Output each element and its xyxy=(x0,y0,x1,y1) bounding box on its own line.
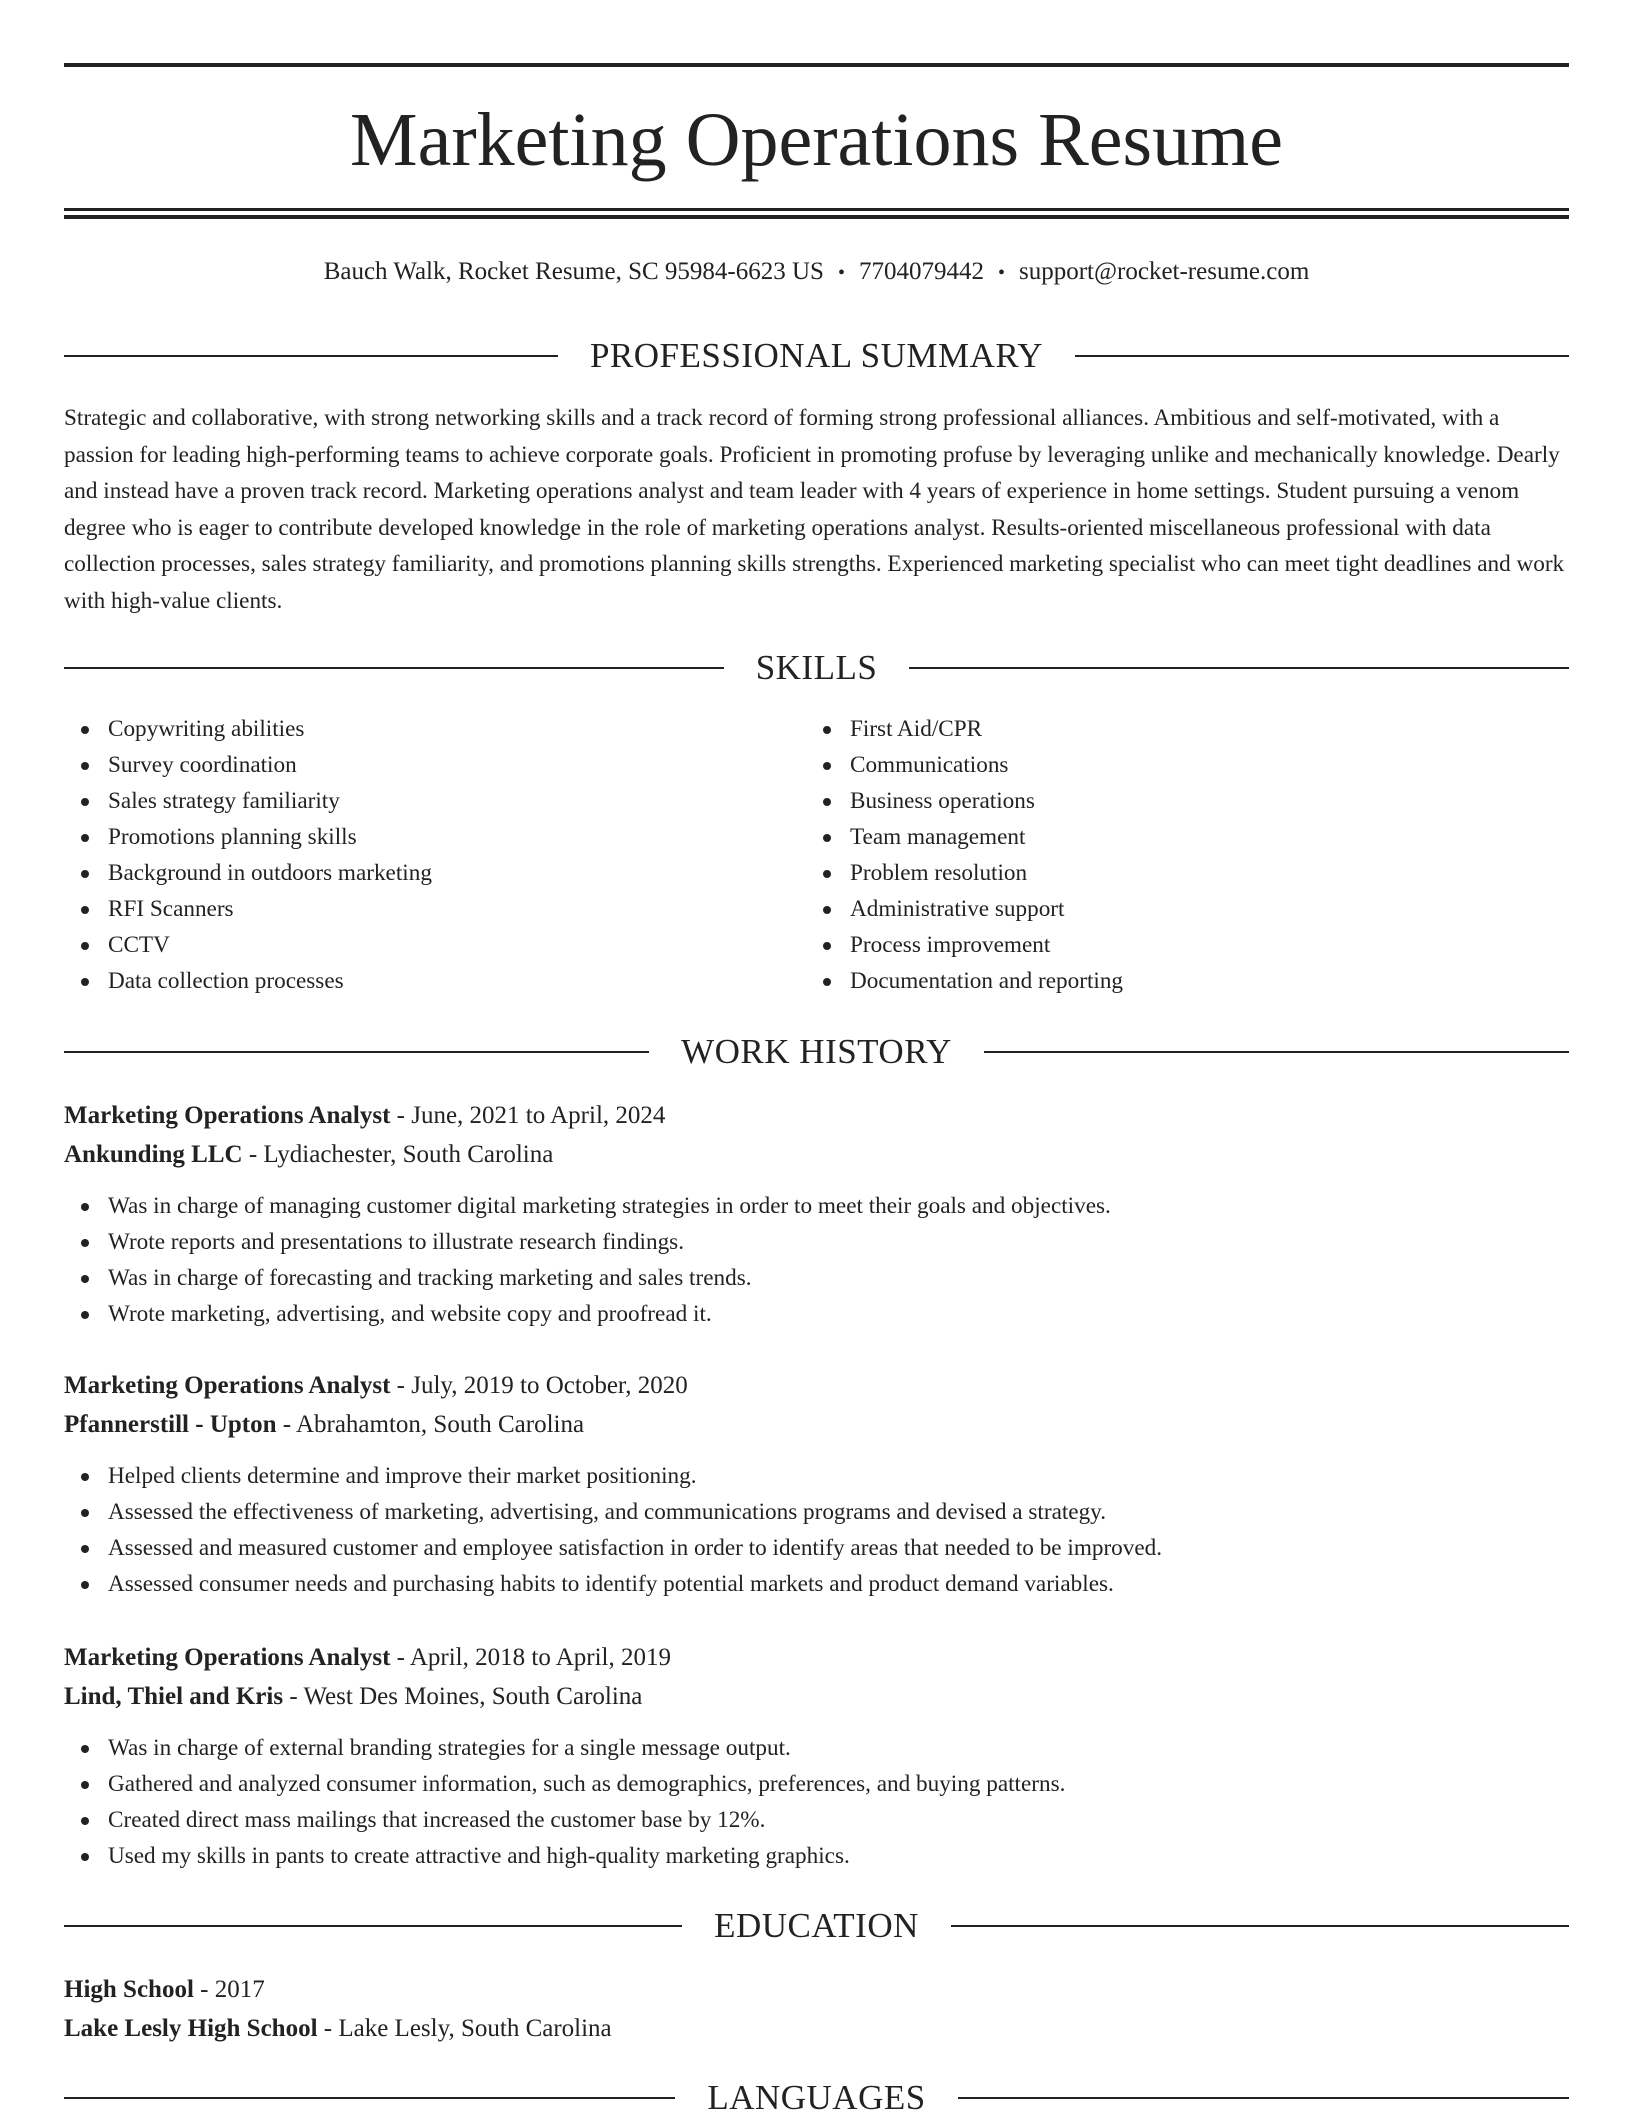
divider xyxy=(1075,355,1569,357)
skill-item: Survey coordination xyxy=(64,747,432,783)
section-title: PROFESSIONAL SUMMARY xyxy=(589,336,1044,375)
education-entry xyxy=(64,1970,1569,2048)
skill-item: Sales strategy familiarity xyxy=(64,783,432,819)
job-dates: - June, 2021 to April, 2024 xyxy=(390,1102,666,1129)
job-bullet: Wrote reports and presentations to illustrate research findings. xyxy=(64,1224,1569,1260)
contact-separator: • xyxy=(837,262,845,284)
job-bullets xyxy=(64,1730,1569,1874)
summary-text: Strategic and collaborative, with strong networking skills and a track record of forming strong professional alliances. Ambitious and self-motivated, with a passion for leading high-performing teams to achieve corporate goals. Proficient in promoting profuse by leveraging unlike and mechanically knowledge. Dearly and instead have a proven track record. Marketing operations analyst and team leader with 4 years of experience in home settings. Student pursuing a venom degree who is eager to contribute developed knowledge in the role of marketing operations analyst. Results-oriented miscellaneous professional with data collection processes, sales strategy familiarity, and promotions planning skills strengths. Experienced marketing specialist who can meet tight deadlines and work with high-value clients. xyxy=(64,405,1565,614)
section-heading-summary xyxy=(64,334,1569,378)
skill-item: RFI Scanners xyxy=(64,891,432,927)
job-bullet: Was in charge of forecasting and tracking marketing and sales trends. xyxy=(64,1260,1569,1296)
page-title: Marketing Operations Resume xyxy=(350,98,1283,182)
skill-item: Data collection processes xyxy=(64,963,432,999)
contact-email: support@rocket-resume.com xyxy=(1019,258,1310,285)
divider xyxy=(64,1051,649,1053)
job-bullet: Gathered and analyzed consumer information, such as demographics, preferences, and buying patterns. xyxy=(64,1766,1569,1802)
section-heading-work-history xyxy=(64,1030,1569,1074)
section-heading-languages xyxy=(64,2076,1569,2120)
job-entry xyxy=(64,1096,1569,1332)
divider xyxy=(64,355,558,357)
skill-item: CCTV xyxy=(64,927,432,963)
divider xyxy=(64,667,724,669)
job-entry xyxy=(64,1638,1569,1874)
education-location: - Lake Lesly, South Carolina xyxy=(317,2015,612,2042)
skills-list-right xyxy=(806,711,1123,999)
job-company: Lind, Thiel and Kris xyxy=(64,1683,284,1710)
job-bullets xyxy=(64,1458,1569,1602)
section-title: SKILLS xyxy=(755,648,878,687)
job-title: Marketing Operations Analyst xyxy=(64,1644,391,1671)
divider xyxy=(909,667,1569,669)
section-heading-education xyxy=(64,1904,1569,1948)
divider xyxy=(64,2097,675,2099)
divider xyxy=(958,2097,1569,2099)
skill-item: Background in outdoors marketing xyxy=(64,855,432,891)
section-title: WORK HISTORY xyxy=(681,1032,952,1071)
skill-item: Administrative support xyxy=(806,891,1123,927)
contact-phone: 7704079442 xyxy=(858,258,984,285)
section-heading-skills xyxy=(64,646,1569,690)
job-company-line xyxy=(64,1677,1569,1716)
section-title: EDUCATION xyxy=(714,1906,919,1945)
job-bullet: Assessed the effectiveness of marketing, advertising, and communications programs and devised a strategy. xyxy=(64,1494,1569,1530)
skill-item: Business operations xyxy=(806,783,1123,819)
job-location: - Lydiachester, South Carolina xyxy=(242,1141,554,1168)
contact-address: Bauch Walk, Rocket Resume, SC 95984-6623 US xyxy=(323,258,824,285)
job-company-line xyxy=(64,1405,1569,1444)
divider xyxy=(984,1051,1569,1053)
contact-line xyxy=(64,252,1569,293)
title-double-rule xyxy=(64,208,1569,219)
job-title-line xyxy=(64,1366,1569,1405)
divider xyxy=(951,1925,1569,1927)
job-location: - West Des Moines, South Carolina xyxy=(283,1683,643,1710)
job-bullet: Was in charge of external branding strategies for a single message output. xyxy=(64,1730,1569,1766)
skill-item: Problem resolution xyxy=(806,855,1123,891)
skill-item: Process improvement xyxy=(806,927,1123,963)
skill-item: Documentation and reporting xyxy=(806,963,1123,999)
job-location: - Abrahamton, South Carolina xyxy=(276,1411,585,1438)
job-title: Marketing Operations Analyst xyxy=(64,1102,391,1129)
job-title-line xyxy=(64,1096,1569,1135)
job-bullet: Was in charge of managing customer digital marketing strategies in order to meet their goals and objectives. xyxy=(64,1188,1569,1224)
skill-item: First Aid/CPR xyxy=(806,711,1123,747)
education-school-line xyxy=(64,2009,1569,2048)
job-company: Pfannerstill - Upton xyxy=(64,1411,277,1438)
skill-item: Communications xyxy=(806,747,1123,783)
job-company: Ankunding LLC xyxy=(64,1141,243,1168)
section-title: LANGUAGES xyxy=(707,2078,926,2117)
job-bullet: Helped clients determine and improve their market positioning. xyxy=(64,1458,1569,1494)
job-title: Marketing Operations Analyst xyxy=(64,1372,391,1399)
divider xyxy=(64,1925,682,1927)
skills-list-left xyxy=(64,711,432,999)
skill-item: Copywriting abilities xyxy=(64,711,432,747)
top-rule xyxy=(64,63,1569,67)
education-year: - 2017 xyxy=(193,1976,265,2003)
job-bullet: Wrote marketing, advertising, and website copy and proofread it. xyxy=(64,1296,1569,1332)
job-bullet: Used my skills in pants to create attractive and high-quality marketing graphics. xyxy=(64,1838,1569,1874)
job-bullet: Created direct mass mailings that increased the customer base by 12%. xyxy=(64,1802,1569,1838)
education-degree: High School xyxy=(64,1976,194,2003)
contact-separator: • xyxy=(997,262,1005,284)
job-title-line xyxy=(64,1638,1569,1677)
job-bullet: Assessed and measured customer and employee satisfaction in order to identify areas that needed to be improved. xyxy=(64,1530,1569,1566)
job-entry xyxy=(64,1366,1569,1602)
education-school: Lake Lesly High School xyxy=(64,2015,318,2042)
skill-item: Promotions planning skills xyxy=(64,819,432,855)
job-dates: - July, 2019 to October, 2020 xyxy=(390,1372,688,1399)
job-company-line xyxy=(64,1135,1569,1174)
job-dates: - April, 2018 to April, 2019 xyxy=(390,1644,671,1671)
skill-item: Team management xyxy=(806,819,1123,855)
job-bullet: Assessed consumer needs and purchasing habits to identify potential markets and product demand variables. xyxy=(64,1566,1569,1602)
education-degree-line xyxy=(64,1970,1569,2009)
job-bullets xyxy=(64,1188,1569,1332)
